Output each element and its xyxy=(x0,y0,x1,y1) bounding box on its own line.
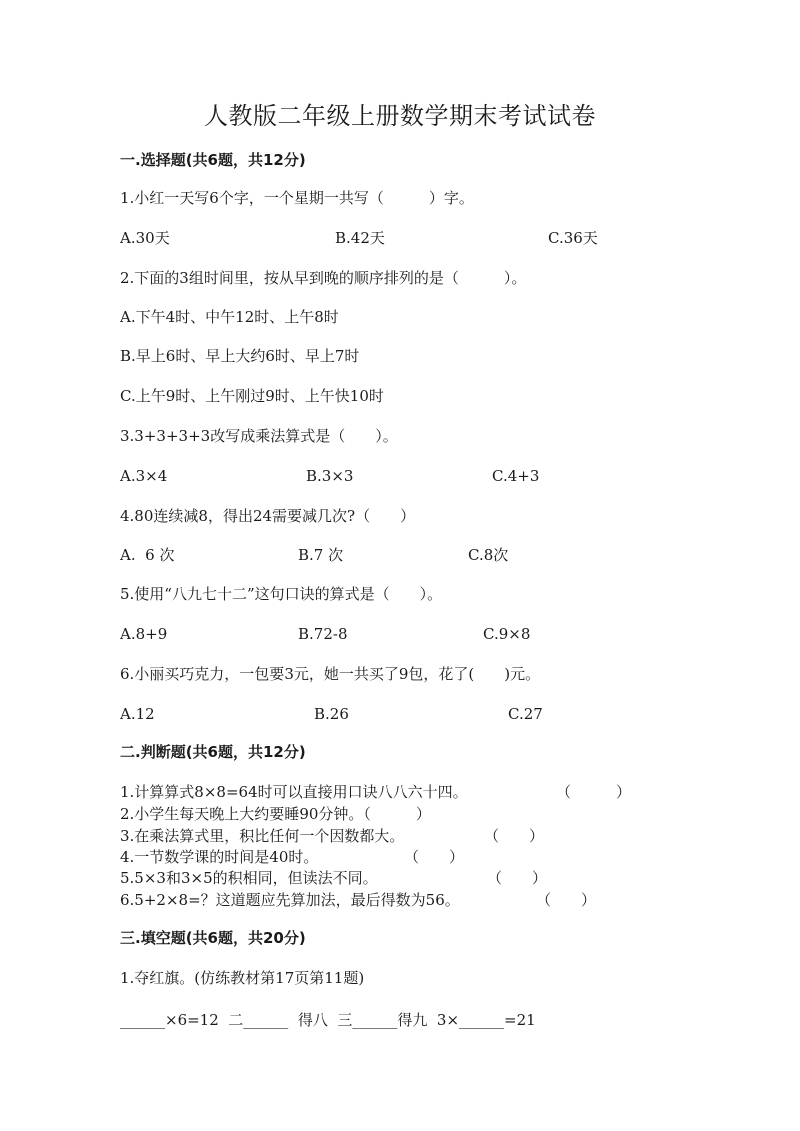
question-stem: 6.小丽买巧克力，一包要3元，她一共买了9包，花了( )元。 xyxy=(120,665,541,683)
judgement-item: 4.一节数学课的时间是40时。 xyxy=(120,848,319,866)
judgement-item: 3.在乘法算式里，积比任何一个因数都大。 xyxy=(120,827,405,845)
fill-in-line: ______×6=12 二______ 得八 三______得九 3×______=21 xyxy=(120,1011,536,1029)
option-a: A.30天 xyxy=(120,229,170,247)
option-a: A.8+9 xyxy=(120,625,168,643)
option-a: A.12 xyxy=(120,705,155,723)
option-a: A.下午4时、中午12时、上午8时 xyxy=(120,308,339,326)
option-b: B.3×3 xyxy=(306,467,354,485)
question-stem: 3.3+3+3+3改写成乘法算式是（ ）。 xyxy=(120,427,398,445)
option-c: C.上午9时、上午刚过9时、上午快10时 xyxy=(120,387,384,405)
option-a: A.3×4 xyxy=(120,467,168,485)
option-c: C.8次 xyxy=(468,546,509,564)
judgement-item: 1.计算算式8×8=64时可以直接用口诀八八六十四。 xyxy=(120,783,468,801)
answer-bracket: （ ） xyxy=(404,848,465,866)
question-stem: 2.下面的3组时间里，按从早到晚的顺序排列的是（ ）。 xyxy=(120,269,527,287)
question-stem: 4.80连续减8，得出24需要减几次?（ ） xyxy=(120,507,416,525)
question-stem: 1.小红一天写6个字，一个星期一共写（ ）字。 xyxy=(120,189,474,207)
option-a: A. 6 次 xyxy=(120,546,175,564)
judgement-item: 6.5+2×8=？这道题应先算加法，最后得数为56。 xyxy=(120,891,460,909)
judgement-item: 2.小学生每天晚上大约要睡90分钟。（ ） xyxy=(120,805,431,823)
section-heading-fill-in: 三.填空题(共6题，共20分) xyxy=(120,929,306,947)
option-b: B.7 次 xyxy=(298,546,344,564)
option-c: C.27 xyxy=(508,705,543,723)
option-c: C.36天 xyxy=(548,229,598,247)
answer-bracket: （ ） xyxy=(556,783,632,801)
question-stem: 1.夺红旗。(仿练教材第17页第11题) xyxy=(120,969,365,987)
option-c: C.9×8 xyxy=(483,625,531,643)
option-b: B.42天 xyxy=(335,229,385,247)
section-heading-choice: 一.选择题(共6题，共12分) xyxy=(120,151,306,169)
option-b: B.72-8 xyxy=(298,625,348,643)
answer-bracket: （ ） xyxy=(487,869,548,887)
option-b: B.早上6时、早上大约6时、早上7时 xyxy=(120,347,360,365)
option-c: C.4+3 xyxy=(492,467,540,485)
judgement-item: 5.5×3和3×5的积相同，但读法不同。 xyxy=(120,869,378,887)
question-stem: 5.使用“八九七十二”这句口诀的算式是（ ）。 xyxy=(120,585,443,603)
option-b: B.26 xyxy=(314,705,349,723)
section-heading-true-false: 二.判断题(共6题，共12分) xyxy=(120,743,306,761)
page-title: 人教版二年级上册数学期末考试试卷 xyxy=(204,102,596,130)
answer-bracket: （ ） xyxy=(536,891,597,909)
answer-bracket: （ ） xyxy=(484,827,545,845)
